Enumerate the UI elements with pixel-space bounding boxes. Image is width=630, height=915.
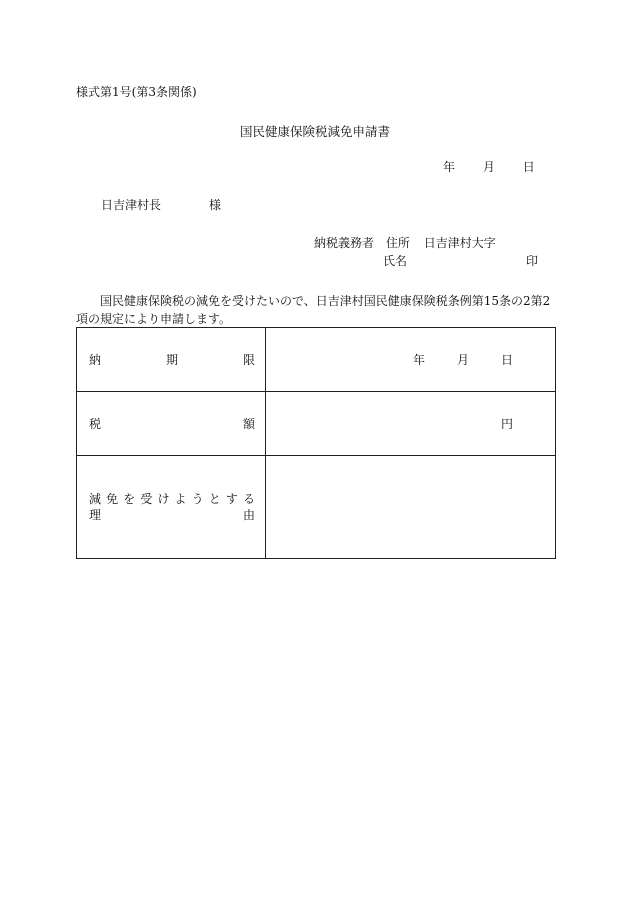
- statement-text: 国民健康保険税の減免を受けたいので、日吉津村国民健康保険税条例第15条の2第2項の規定により申請します。: [76, 294, 551, 326]
- label-char: う: [191, 492, 204, 506]
- form-reference: 様式第1号(第3条関係): [76, 85, 197, 99]
- reason-field[interactable]: [266, 456, 556, 559]
- label-char: 期: [165, 353, 178, 367]
- tax-amount-label: [77, 392, 266, 456]
- address-value: 日吉津村大字: [423, 236, 496, 250]
- application-statement: [76, 292, 556, 328]
- tax-amount-field[interactable]: [266, 392, 556, 456]
- yen-unit: 円: [500, 417, 513, 431]
- address-label: 住所: [385, 236, 410, 250]
- label-char: る: [242, 492, 255, 506]
- label-char: け: [157, 492, 170, 506]
- application-table: [76, 327, 556, 559]
- taxpayer-address-row: [314, 236, 496, 250]
- due-day-label: 日: [500, 353, 513, 367]
- label-char: す: [225, 492, 238, 506]
- month-label: 月: [482, 160, 495, 174]
- label-char: 税: [89, 417, 102, 431]
- label-char: 由: [242, 508, 255, 522]
- reason-label-line2: [89, 507, 255, 523]
- label-char: 納: [89, 353, 102, 367]
- label-char: 限: [242, 353, 255, 367]
- label-char: 理: [89, 508, 102, 522]
- day-label: 日: [522, 160, 535, 174]
- label-char: と: [208, 492, 221, 506]
- due-date-field[interactable]: [266, 328, 556, 392]
- addressee-honorific: 様: [209, 198, 222, 212]
- due-month-label: 月: [456, 353, 469, 367]
- table-row-reason: [77, 456, 556, 559]
- label-char: 免: [106, 492, 119, 506]
- date-line: [443, 160, 535, 174]
- due-date-label: [77, 328, 266, 392]
- label-char: 額: [242, 417, 255, 431]
- taxpayer-role: 納税義務者: [314, 236, 375, 250]
- taxpayer-name-row: [383, 254, 539, 268]
- name-label: 氏名: [383, 254, 408, 268]
- year-label: 年: [443, 160, 456, 174]
- seal-mark: 印: [526, 254, 539, 268]
- table-row-due-date: [77, 328, 556, 392]
- table-row-tax-amount: [77, 392, 556, 456]
- label-char: 減: [89, 492, 102, 506]
- addressee: [101, 198, 221, 212]
- label-char: を: [123, 492, 136, 506]
- label-char: よ: [174, 492, 187, 506]
- reason-label: [77, 456, 266, 559]
- label-char: 受: [140, 492, 153, 506]
- reason-label-line1: [89, 491, 255, 507]
- document-title: 国民健康保険税減免申請書: [239, 124, 390, 139]
- addressee-name: 日吉津村長: [101, 198, 162, 212]
- due-year-label: 年: [412, 353, 425, 367]
